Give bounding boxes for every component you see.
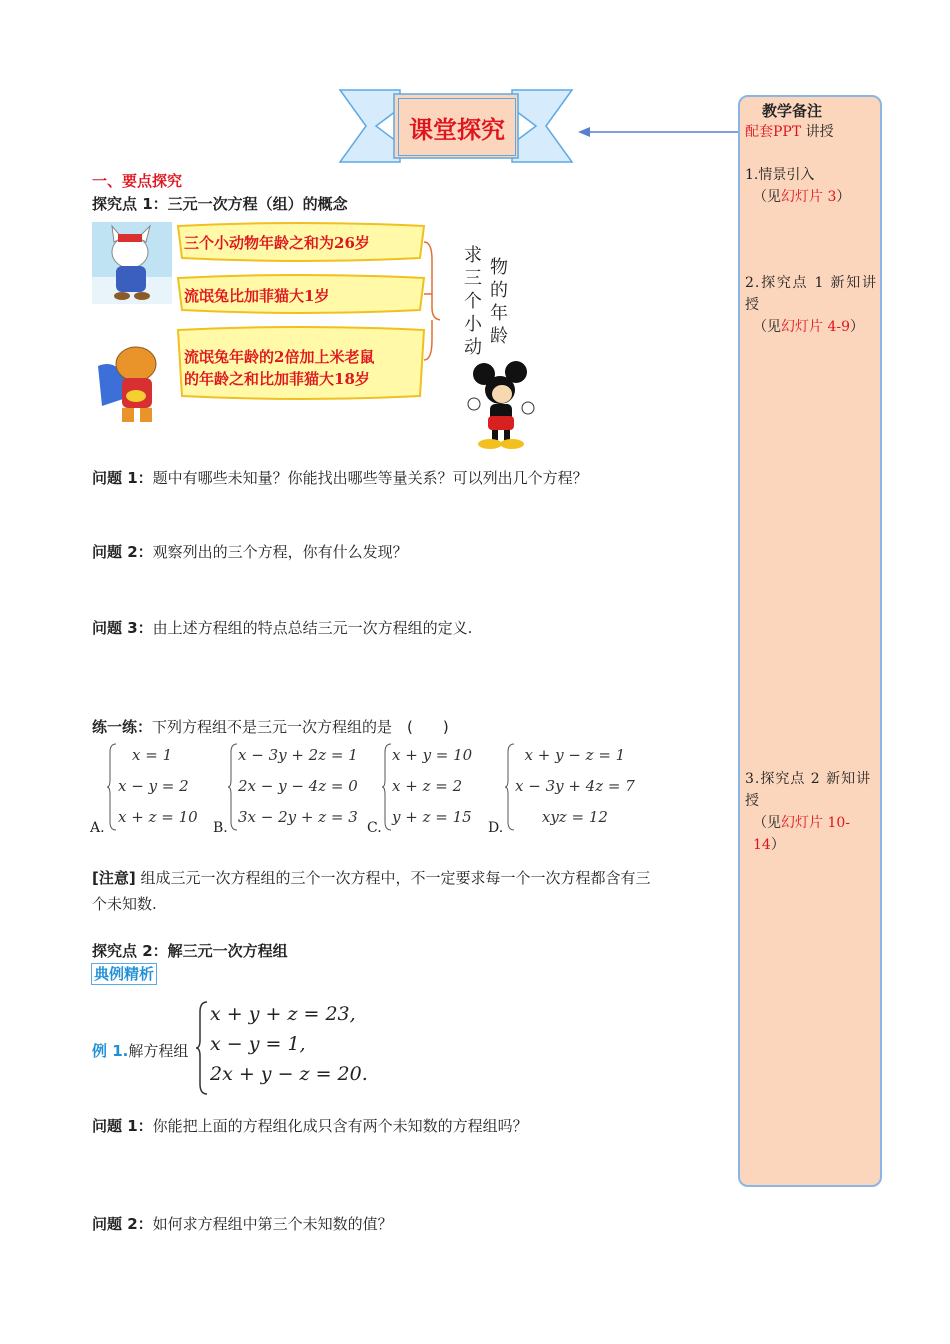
option-d-letter: D. [488,820,504,836]
vertical-text-col1: 求 三 个 小 动 [464,245,482,358]
example-header: 典例精析 [91,963,157,985]
rabbit-picture [92,222,172,304]
section-title: 一、要点探究 [92,172,183,190]
question-2-1: 问题 1：你能把上面的方程组化成只含有两个未知数的方程组吗？ [92,1117,528,1135]
question-2: 问题 2：观察列出的三个方程，你有什么发现？ [92,543,408,561]
vertical-text-col2: 物 的 年 龄 [490,257,508,347]
condition-3: 流氓兔年龄的2倍加上米老鼠 的年龄之和比加菲猫大18岁 [184,348,375,388]
sidebar-note-3: 3.探究点 2 新知讲授 （见幻灯片 10-14） [745,771,872,853]
question-3: 问题 3：由上述方程组的特点总结三元一次方程组的定义. [92,619,473,637]
option-c-letter: C. [367,820,382,836]
sidebar-title: 教学备注 [762,102,823,120]
question-1: 问题 1：题中有哪些未知量？你能找出哪些等量关系？可以列出几个方程？ [92,469,588,487]
example-1-system: x + y + z = 23, x − y = 1, 2x + y − z = 20. [210,1003,368,1085]
sidebar-subtitle: 配套PPT 讲授 [745,124,834,140]
brace-icon [194,1000,210,1096]
banner-title: 课堂探究 [398,98,516,156]
point2-title: 探究点 2：解三元一次方程组 [92,942,288,960]
mouse-picture [462,360,542,452]
option-b-letter: B. [213,820,228,836]
teaching-notes-panel [738,95,882,1187]
cat-picture [92,336,172,426]
option-b-system: x − 3y + 2z = 1 2x − y − 4z = 0 3x − 2y + z = 3 [238,746,358,826]
condition-2: 流氓兔比加菲猫大1岁 [184,287,330,305]
point1-title: 探究点 1：三元一次方程（组）的概念 [92,195,348,213]
option-a-letter: A. [90,820,105,836]
sidebar-note-2: 2.探究点 1 新知讲授 （见幻灯片 4-9） [745,275,877,335]
example-1-label: 例 1.解方程组 [92,1042,189,1060]
sidebar-note-1: 1.情景引入 （见幻灯片 3） [745,167,851,205]
option-d-system: x + y − z = 1 x − 3y + 4z = 7 xyz = 12 [515,746,635,826]
note-text: [注意] 组成三元一次方程组的三个一次方程中，不一定要求每一个一次方程都含有三 个未知数. [92,869,651,913]
practice-question: 练一练：下列方程组不是三元一次方程组的是 ( ) [92,718,449,736]
option-a-system: x = 1 x − y = 2 x + z = 10 [118,746,198,826]
brace-icon [106,742,118,832]
question-2-2: 问题 2：如何求方程组中第三个未知数的值？ [92,1215,393,1233]
condition-1: 三个小动物年龄之和为26岁 [184,234,370,252]
option-c-system: x + y = 10 x + z = 2 y + z = 15 [392,746,473,826]
